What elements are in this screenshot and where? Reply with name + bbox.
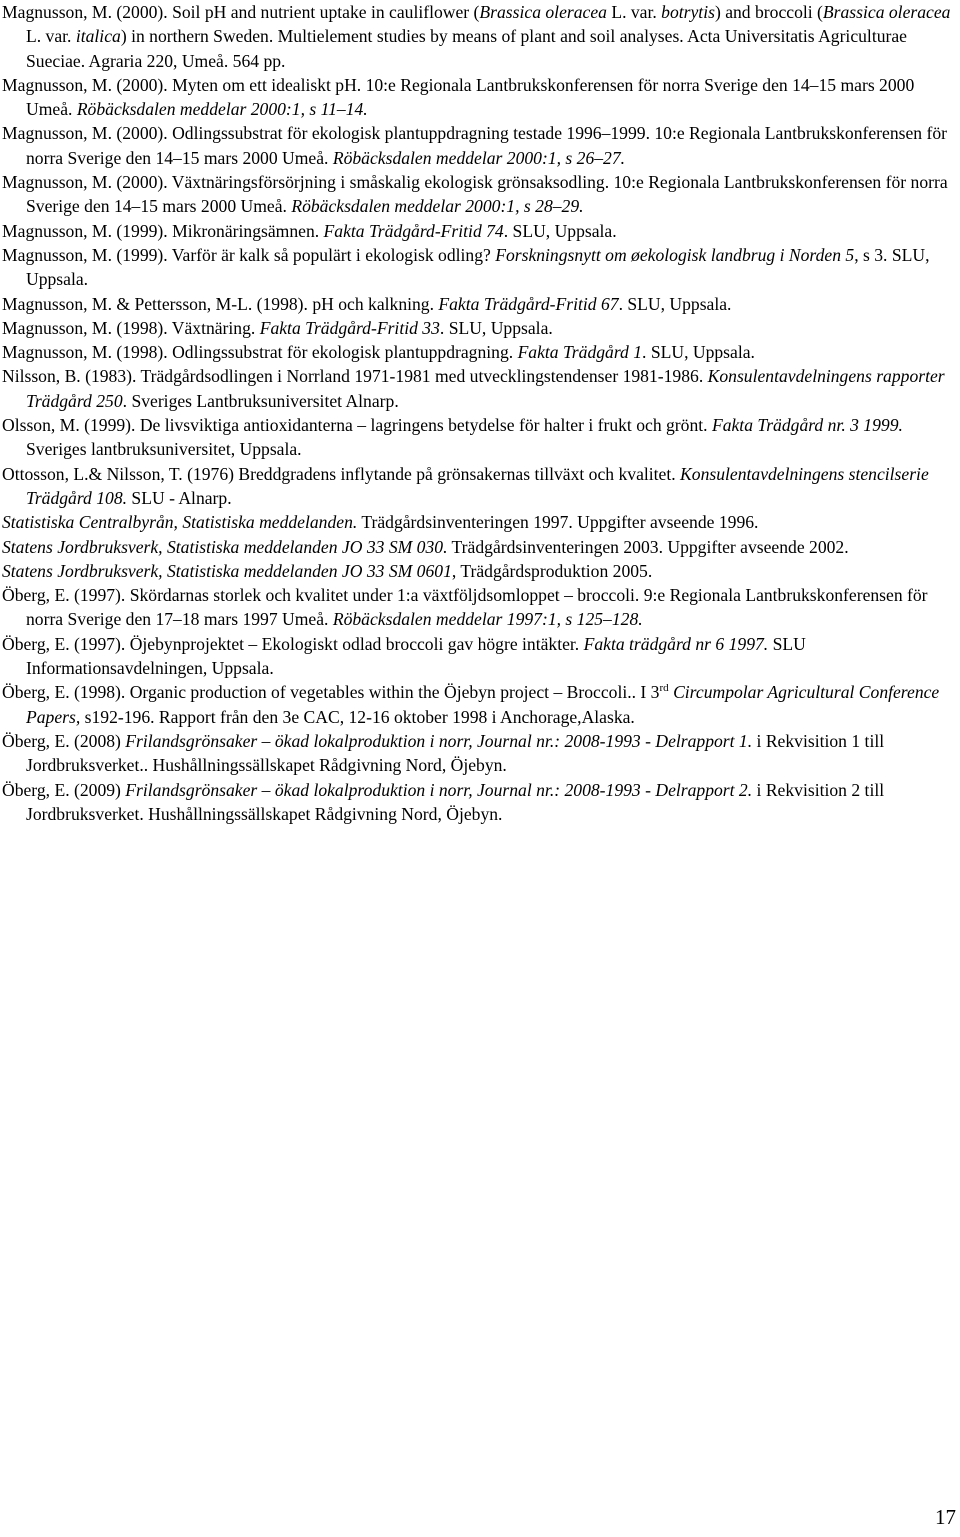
italic-text: Konsulentavdelningens rapporter Trädgård 250 [26, 366, 945, 411]
reference-text: Öberg, E. (2008) [2, 730, 126, 751]
reference-entry [2, 0, 954, 73]
reference-text: s192-196. Rapport från den 3e CAC, 12-16 oktober 1998 i Anchorage,Alaska. [80, 706, 635, 727]
reference-text: i Rekvisition 2 till Jordbruksverket. Hushållningssällskapet Rådgivning Nord, Öjebyn. [26, 779, 885, 824]
italic-text: Frilandsgrönsaker – ökad lokalproduktion i norr, Journal nr.: 2008-1993 - Delrapport 2. [125, 779, 753, 800]
reference-text: Magnusson, M. & Pettersson, M-L. (1998). pH och kalkning. [2, 293, 439, 314]
reference-text: Sveriges lantbruksuniversitet, Uppsala. [26, 439, 302, 460]
italic-text: Fakta Trädgård-Fritid 33 [259, 317, 440, 338]
reference-text: Magnusson, M. (1998). Odlingssubstrat för ekologisk plantuppdragning. [2, 342, 518, 363]
reference-entry [2, 413, 954, 462]
italic-text: Frilandsgrönsaker – ökad lokalproduktion i norr, Journal nr.: 2008-1993 - Delrapport 1. [125, 730, 753, 751]
reference-entry [2, 73, 954, 122]
reference-text: Nilsson, B. (1983). Trädgårdsodlingen i Norrland 1971-1981 med utvecklingstendenser 1981-1986. [2, 366, 708, 387]
reference-text: , Trädgårdsproduktion 2005. [451, 560, 653, 581]
italic-text: Statens Jordbruksverk, Statistiska meddelanden JO 33 SM 0601 [2, 560, 452, 581]
italic-text: Röbäcksdalen meddelar 2000:1, s 28–29. [291, 196, 584, 217]
reference-entry [2, 778, 954, 827]
reference-entry [2, 316, 954, 340]
reference-entry [2, 680, 954, 729]
italic-text: Röbäcksdalen meddelar 1997:1, s 125–128. [332, 609, 643, 630]
italic-text: Fakta Trädgård 1 [517, 342, 643, 363]
italic-text: Brassica oleracea [479, 2, 607, 22]
reference-text: . SLU, Uppsala. [439, 317, 553, 338]
reference-entry [2, 170, 954, 219]
superscript-text: rd [659, 682, 669, 695]
reference-text: Magnusson, M. (2000). Växtnäringsförsörjning i småskalig ekologisk grönsaksodling. 10:e Regionala Lantbrukskonferensen för norra Sverige den 14–15 mars 2000 Umeå. [2, 172, 948, 217]
reference-text: SLU - Alnarp. [127, 487, 232, 508]
reference-text: . SLU, Uppsala. [618, 293, 732, 314]
reference-text: Ottosson, L.& Nilsson, T. (1976) Breddgradens inflytande på grönsakernas tillväxt och kvalitet. [2, 463, 681, 484]
italic-text: Forskningsnytt om øekologisk landbrug i Norden 5 [495, 244, 855, 265]
italic-text: botrytis [661, 2, 715, 22]
italic-text: Fakta Trädgård-Fritid 67 [438, 293, 619, 314]
reference-entry [2, 632, 954, 681]
reference-entry [2, 340, 954, 364]
reference-entry [2, 583, 954, 632]
italic-text: Brassica oleracea [822, 2, 951, 22]
italic-text: Fakta Trädgård nr. 3 1999. [711, 415, 903, 436]
italic-text: Statens Jordbruksverk, Statistiska meddelanden JO 33 SM 030. [2, 536, 448, 557]
reference-text: Magnusson, M. (2000). Soil pH and nutrient uptake in cauliflower ( [2, 2, 480, 22]
reference-text: , s 3. SLU, Uppsala. [26, 244, 930, 290]
reference-text: Trädgårdsinventeringen 2003. Uppgifter avseende 2002. [447, 536, 849, 557]
italic-text: Circumpolar Agricultural Conference Papers, [26, 682, 940, 727]
reference-text: L. var. [606, 2, 662, 22]
reference-text: . SLU, Uppsala. [503, 220, 617, 241]
reference-entry [2, 292, 954, 316]
italic-text: italica [75, 26, 121, 47]
italic-text: Statistiska Centralbyrån, Statistiska meddelanden. [2, 512, 358, 533]
reference-text: Öberg, E. (2009) [2, 779, 126, 800]
reference-text: Öberg, E. (1997). Öjebynprojektet – Ekologiskt odlad broccoli gav högre intäkter. [2, 633, 584, 654]
reference-text: Öberg, E. (1997). Skördarnas storlek och kvalitet under 1:a växtföljdsomloppet – broccoli. 9:e Regionala Lantbrukskonferensen för norra Sverige den 17–18 mars 1997 Umeå. [2, 585, 928, 630]
reference-entry [2, 559, 954, 583]
reference-text: i Rekvisition 1 till Jordbruksverket.. Hushållningssällskapet Rådgivning Nord, Öjebyn. [26, 730, 885, 776]
italic-text: Fakta trädgård nr 6 1997. [583, 633, 769, 654]
reference-text: Öberg, E. (1998). Organic production of vegetables within the Öjebyn project – Broccoli.. I 3 [2, 682, 660, 703]
reference-text: Magnusson, M. (1999). Varför är kalk så populärt i ekologisk odling? [2, 244, 496, 265]
reference-text: ) and broccoli ( [714, 2, 823, 22]
reference-text: Olsson, M. (1999). De livsviktiga antioxidanterna – lagringens betydelse för halter i frukt och grönt. [2, 415, 712, 436]
italic-text: Röbäcksdalen meddelar 2000:1, s 11–14. [76, 99, 368, 120]
reference-entry [2, 121, 954, 170]
page-number: 17 [935, 1505, 956, 1529]
italic-text: Röbäcksdalen meddelar 2000:1, s 26–27. [332, 147, 626, 168]
reference-text: . Sveriges Lantbruksuniversitet Alnarp. [122, 390, 399, 411]
reference-list [2, 0, 954, 826]
reference-text: Trädgårdsinventeringen 1997. Uppgifter avseende 1996. [357, 512, 759, 533]
reference-text: ) in northern Sweden. Multielement studies by means of plant and soil analyses. Acta Universitatis Agriculturae Sueciae. Agraria 220, Umeå. 564 pp. [26, 26, 907, 71]
italic-text: Konsulentavdelningens stencilserie Trädgård 108. [26, 463, 929, 508]
reference-text: . SLU, Uppsala. [642, 342, 755, 363]
italic-text: Fakta Trädgård-Fritid 74 [323, 220, 504, 241]
reference-entry [2, 462, 954, 511]
reference-text: Magnusson, M. (2000). Myten om ett idealiskt pH. 10:e Regionala Lantbrukskonferensen för norra Sverige den 14–15 mars 2000 Umeå. [2, 74, 915, 120]
reference-entry [2, 510, 954, 534]
reference-entry [2, 729, 954, 778]
reference-text: SLU Informationsavdelningen, Uppsala. [26, 633, 806, 679]
reference-entry [2, 219, 954, 243]
reference-text: L. var. [26, 26, 76, 47]
reference-text: Magnusson, M. (1999). Mikronäringsämnen. [2, 220, 324, 241]
reference-entry [2, 535, 954, 559]
reference-entry [2, 364, 954, 413]
reference-text: Magnusson, M. (2000). Odlingssubstrat för ekologisk plantuppdragning testade 1996–1999. 10:e Regionala Lantbrukskonferensen för norra Sverige den 14–15 mars 2000 Umeå. [2, 123, 948, 168]
reference-entry [2, 243, 954, 292]
reference-text: Magnusson, M. (1998). Växtnäring. [2, 317, 260, 338]
